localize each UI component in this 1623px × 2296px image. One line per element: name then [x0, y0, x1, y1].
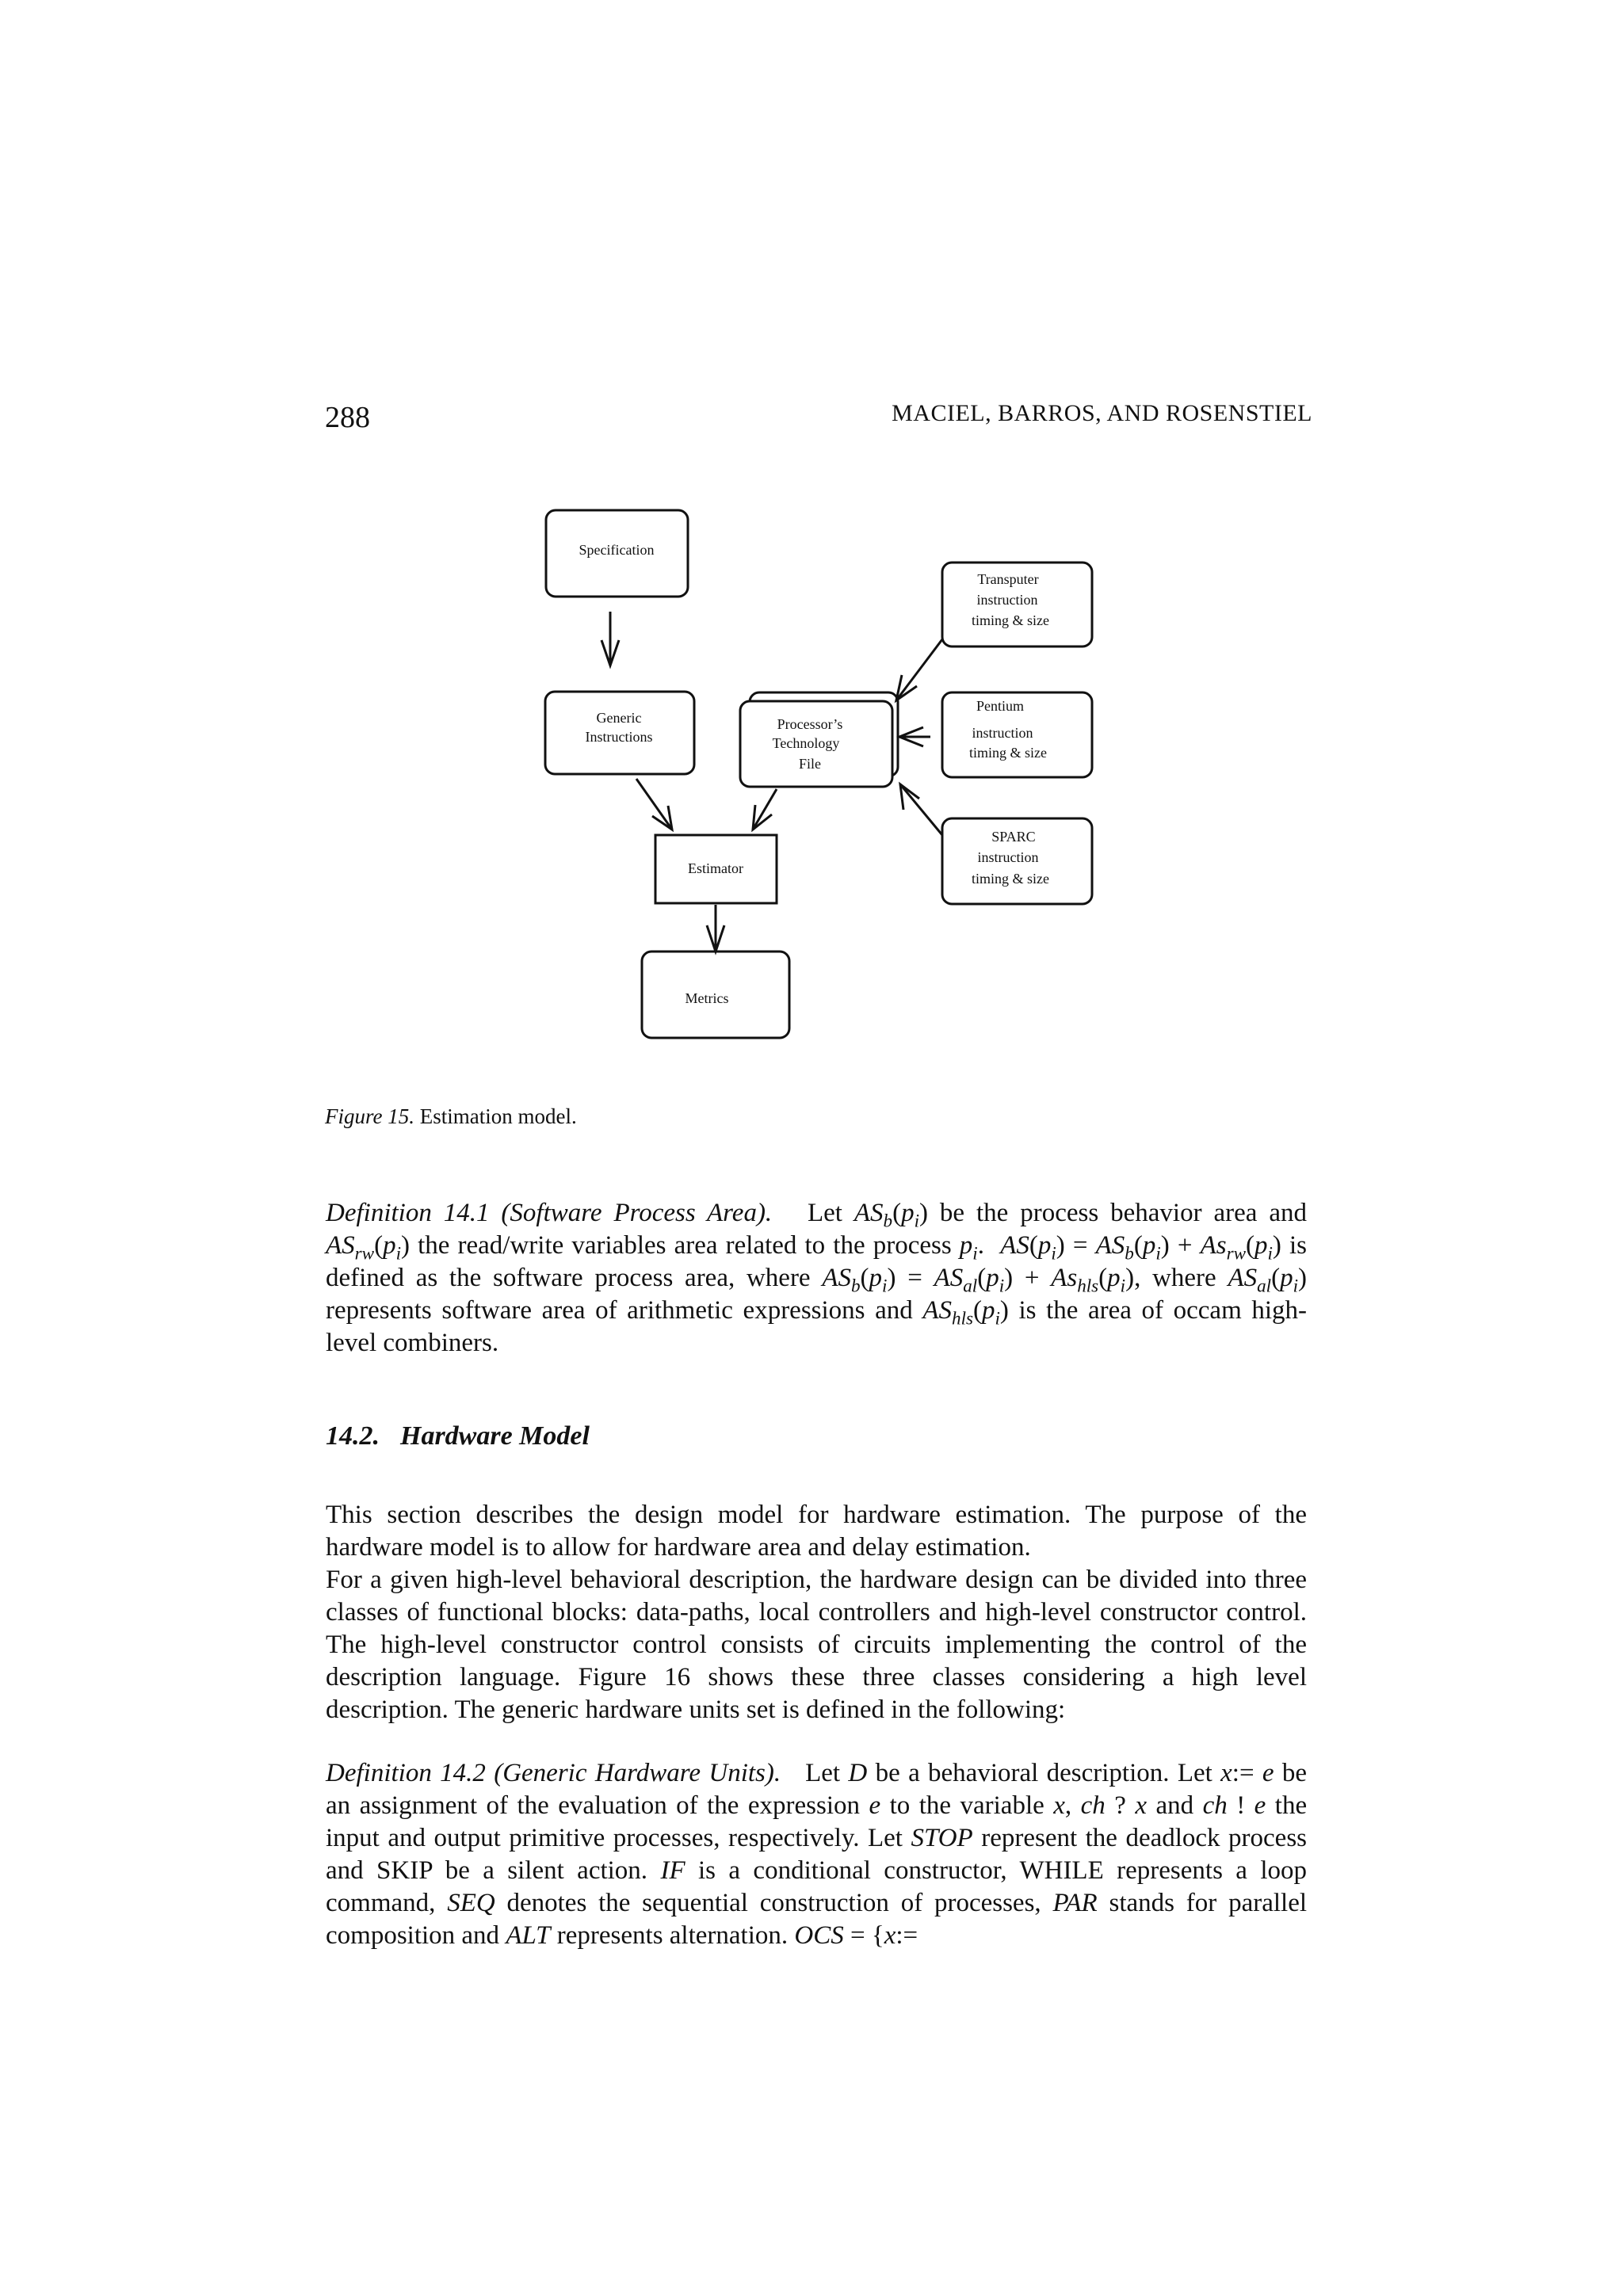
section-heading	[326, 1421, 590, 1451]
def2-text-8: is a conditional constructor, WHILE represents a loop command,	[326, 1856, 1307, 1917]
def1-text-8: of occam high-level combiners.	[326, 1296, 1307, 1357]
specification-label: Specification	[579, 542, 655, 558]
def2-text-3: be an assignment of the evaluation of the expression	[326, 1759, 1308, 1820]
paragraph-1: This section describes the design model for hardware estimation. The purpose of the hardware model is to allow for hardware area and delay estimation.	[326, 1501, 1307, 1562]
arrow-generic-estimator	[636, 779, 672, 830]
definition-14-1: Definition 14.1 (Software Process Area). Let $AS_b(p_i)$ be the process behavior area and $AS_{rw}(p_i)$ the read/write variables area related to the process $p_i$. $AS(p_i) = AS_b(p_i) + As_{rw}(p_i)$ is defined as the software process area, where $AS_b(p_i) = AS_{al}(p_i) + As_{hls}(p_i)$, where $AS_{al}(p_i)$ represents software area of arithmetic expressions and $AS_{hls}(p_i)$ is the area of occam high-level combiners.	[326, 1199, 1308, 1357]
arrow-processor-estimator-head	[753, 805, 772, 830]
arrow-sparc-processor	[900, 784, 942, 835]
section-title: Hardware Model	[400, 1421, 590, 1451]
def1-text-4: is defined as the software process area, where	[326, 1231, 1308, 1292]
pentium-label-2: instruction	[972, 725, 1033, 741]
processor-label-3: File	[798, 756, 822, 772]
def2-text-9: denotes the sequential construction of processes,	[506, 1889, 1041, 1917]
def2-stop: STOP	[911, 1824, 973, 1852]
def2-text-7: represent the deadlock process and SKIP be a silent action.	[326, 1824, 1308, 1885]
def2-text-5: and	[1155, 1791, 1194, 1820]
def2-text-2: be a behavioral description. Let	[875, 1759, 1212, 1787]
paragraph-2: For a given high-level behavioral description, the hardware design can be divided into three classes of functional blocks: data-paths, local controllers and high-level constructor control. The high-level constructor control consists of circuits implementing the control of the description language. Figure 16 shows these three classes considering a high level description. The generic hardware units set is defined in the following:	[326, 1566, 1307, 1724]
processor-label-2: Technology	[772, 735, 840, 751]
metrics-label: Metrics	[685, 990, 729, 1006]
definition-14-1-label: Definition 14.1 (Software Process Area).	[326, 1199, 773, 1227]
def1-text-7: is the area	[1018, 1296, 1132, 1325]
def2-seq: SEQ	[447, 1889, 495, 1917]
def2-alt: ALT	[506, 1921, 551, 1950]
figure-caption-label: Figure 15.	[325, 1104, 414, 1128]
def2-text-10: stands for parallel composition and	[326, 1889, 1308, 1950]
generic-label-2: Instructions	[585, 729, 653, 745]
def2-par: PAR	[1052, 1889, 1098, 1917]
arrow-processor-estimator	[753, 789, 777, 830]
processor-label-1: Processor’s	[777, 716, 843, 732]
definition-14-2-label: Definition 14.2 (Generic Hardware Units).	[326, 1759, 781, 1787]
def1-text-3: the read/write variables area related to the process	[418, 1231, 952, 1260]
def2-if: IF	[660, 1856, 685, 1885]
transputer-label-1: Transputer	[977, 571, 1039, 587]
arrow-transputer-processor	[896, 639, 942, 700]
def2-text-11: represents alternation.	[556, 1921, 789, 1950]
def1-text-6: represents software area of arithmetic expressions and	[326, 1296, 913, 1325]
def2-text-1: Let	[805, 1759, 841, 1787]
section-number: 14.2.	[326, 1421, 380, 1451]
def1-text-1: Let	[807, 1199, 842, 1227]
sparc-label-3: timing & size	[972, 871, 1049, 887]
pentium-label-3: timing & size	[969, 745, 1047, 761]
def1-text-2: be the process behavior area and	[939, 1199, 1307, 1227]
pentium-label-1: Pentium	[976, 698, 1025, 714]
estimator-label: Estimator	[688, 860, 743, 876]
sparc-label-1: SPARC	[991, 829, 1036, 845]
figure-caption-text: Estimation model.	[419, 1104, 577, 1128]
page-number: 288	[325, 401, 370, 434]
transputer-label-3: timing & size	[972, 612, 1049, 628]
transputer-label-2: instruction	[976, 592, 1038, 608]
generic-label-1: Generic	[596, 710, 642, 726]
def2-text-6: the input and output primitive processes, respectively. Let	[326, 1791, 1308, 1852]
sparc-label-2: instruction	[977, 849, 1039, 865]
def1-text-5: where	[1152, 1264, 1216, 1292]
def2-text-4: to the variable	[889, 1791, 1044, 1820]
definition-14-2: Definition 14.2 (Generic Hardware Units). Let D be a behavioral description. Let x:= e be an assignment of the evaluation of the expression e to the variable x, ch ? x and ch ! e the input and output primitive processes, respectively. Let STOP represent the deadlock process and SKIP be a silent action. IF is a conditional constructor, WHILE represents a loop command, SEQ denotes the sequential construction of processes, PAR stands for parallel composition and ALT represents alternation. OCS = {x:=	[326, 1759, 1308, 1950]
figure-caption	[325, 1104, 577, 1129]
running-head: MACIEL, BARROS, AND ROSENSTIEL	[892, 400, 1312, 426]
